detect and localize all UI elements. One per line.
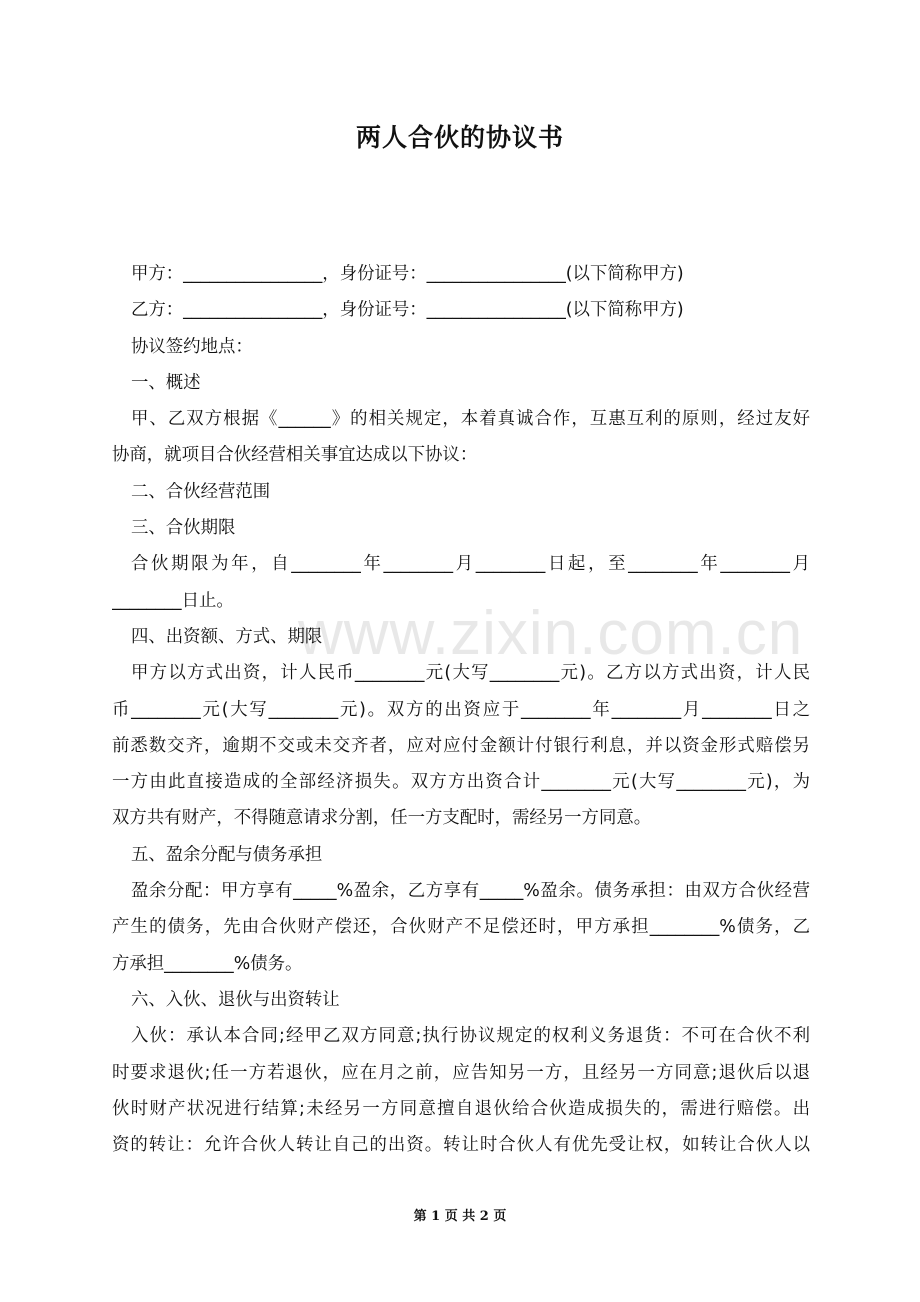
paragraph-line: 双方共有财产，不得随意请求分割，任一方支配时，需经另一方同意。	[112, 808, 652, 829]
paragraph-line: 产生的债务，先由合伙财产偿还，合伙财产不足偿还时，甲方承担________%债务，乙	[112, 917, 810, 938]
party-b-line: 乙方：________________，身份证号：________________(以下简称甲方)	[131, 300, 684, 321]
paragraph-line: 时要求退伙;任一方若退伙，应在月之前，应告知另一方，且经另一方同意;退伙后以退	[112, 1062, 810, 1083]
paragraph-line: 一方由此直接造成的全部经济损失。双方方出资合计________元(大写________元)，为	[112, 772, 810, 793]
paragraph-line: 盈余分配：甲方享有_____%盈余，乙方享有_____%盈余。债务承担：由双方合伙经营	[131, 881, 810, 902]
document-title: 两人合伙的协议书	[355, 123, 564, 152]
section-heading-1: 一、概述	[131, 372, 201, 393]
document-body	[112, 256, 810, 1163]
page-number-footer: 第 1 页 共 2 页	[413, 1209, 507, 1224]
section-heading-5: 五、盈余分配与债务承担	[131, 844, 323, 865]
section-heading-3: 三、合伙期限	[131, 518, 236, 539]
paragraph-line: 前悉数交齐，逾期不交或未交齐者，应对应付金额计付银行利息，并以资金形式赔偿另	[112, 735, 810, 756]
paragraph-line: 币________元(大写________元)。双方的出资应于________年________月________日之	[112, 699, 810, 720]
paragraph-line: 合伙期限为年，自________年________月________日起，至________年________月	[131, 554, 810, 575]
paragraph-line: 协商，就项目合伙经营相关事宜达成以下协议：	[112, 445, 478, 466]
signing-place-line: 协议签约地点：	[131, 336, 253, 357]
watermark: www.zixin.com.cn	[298, 599, 804, 668]
section-heading-2: 二、合伙经营范围	[131, 481, 271, 502]
paragraph-line: 入伙：承认本合同;经甲乙双方同意;执行协议规定的权利义务退货：不可在合伙不利	[131, 1026, 810, 1047]
paragraph-line: ________日止。	[112, 590, 234, 611]
paragraph-line: 甲、乙双方根据《______》的相关规定，本着真诚合作，互惠互利的原则，经过友好	[131, 409, 810, 430]
party-a-line: 甲方：________________，身份证号：________________(以下简称甲方)	[131, 264, 684, 284]
paragraph-line: 方承担________%债务。	[112, 953, 303, 974]
paragraph-line: 伙时财产状况进行结算;未经另一方同意擅自退伙给合伙造成损失的，需进行赔偿。出	[112, 1098, 810, 1119]
section-heading-4: 四、出资额、方式、期限	[131, 626, 323, 647]
paragraph-line: 资的转让：允许合伙人转让自己的出资。转让时合伙人有优先受让权，如转让合伙人以	[112, 1135, 810, 1156]
paragraph-line: 甲方以方式出资，计人民币________元(大写________元)。乙方以方式出资，计人民	[131, 663, 810, 684]
section-heading-6: 六、入伙、退伙与出资转让	[131, 989, 340, 1010]
